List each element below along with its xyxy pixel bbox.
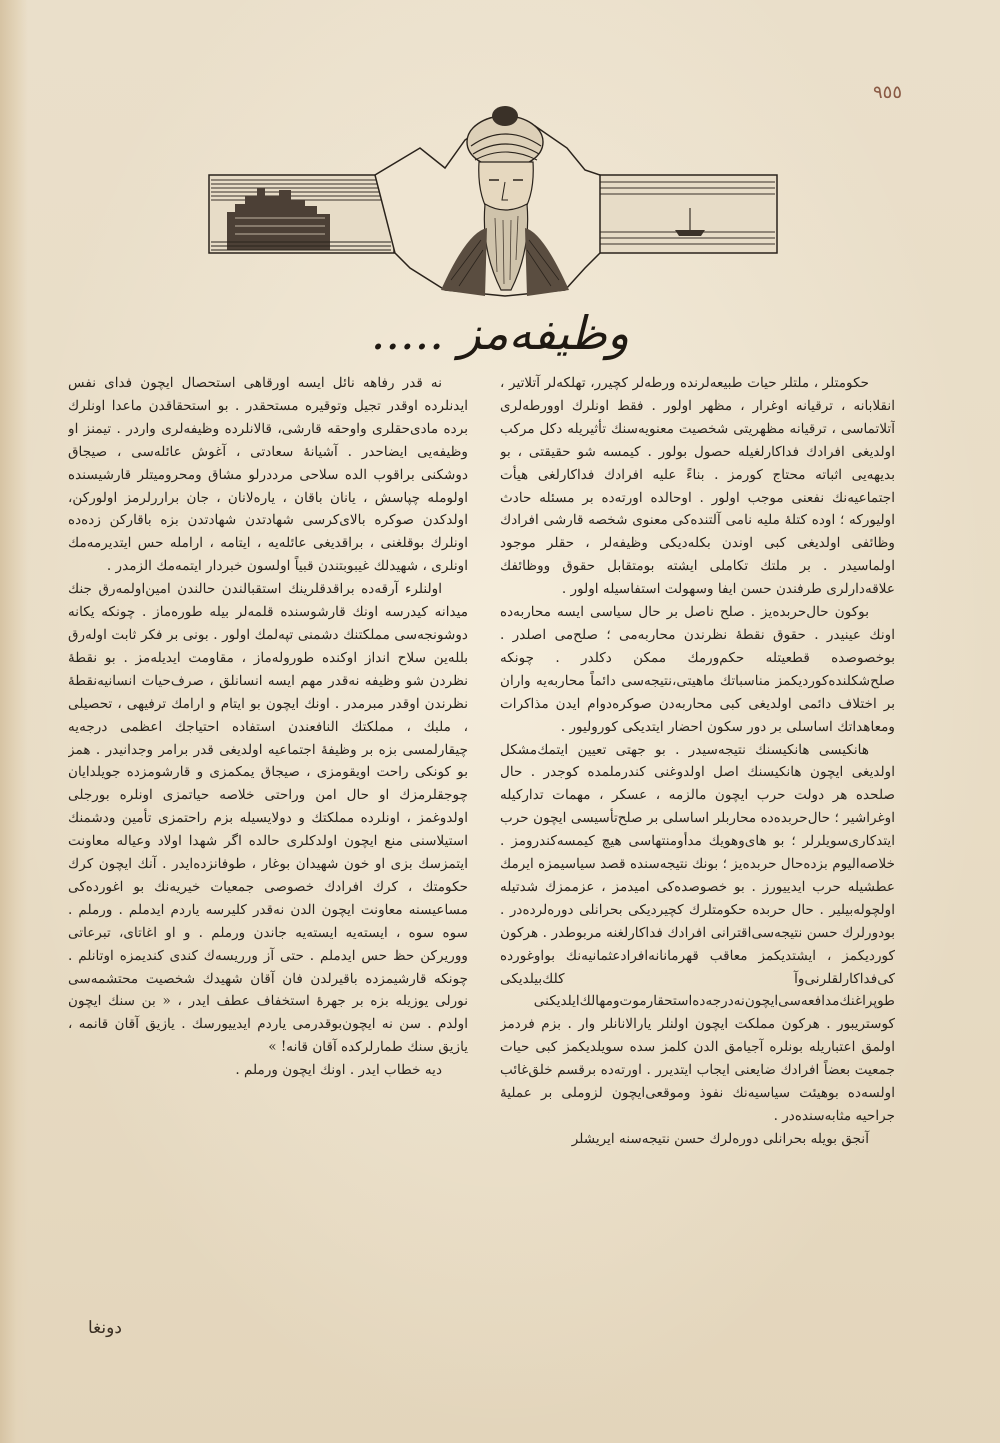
- left-column: [68, 372, 468, 1082]
- seascape-panel: [597, 175, 777, 253]
- paragraph: دیه خطاب ایدر . اونك ایچون ورملم .: [235, 1062, 442, 1079]
- paragraph: هانکیسی هانکیسنك نتیجه‌سیدر . بو جهتی تعیین ایتمك‌مشکل اولدیغی ایچون هانکیسنك اصل اولدوغنی کندرملمده کوجدر . حال صلحده هر دولت حرب ایچون مالزمه ، عسکر ، مهمات تدارکیله اوغراشیر ؛ حال‌حربده‌ده محاربلر اساسلی بر صلح‌تأسیسی ایچون حرب ایتدکاری‌سویلرلر ؛ بو های‌وهویك مدأومنتهاسی هیچ کیمسه‌کندرومز . خلاصه‌الیوم بزده‌حال حربده‌یز ؛ بونك نتیجه‌سنده قصد سیاسیمزه ایرمك عطشیله حرب ایدییورز . بو خصوصده‌کی امیدمز ، عزممزك شدتیله اولچوله‌بیلیر . حال حربده حکومتلرك کچیردیکی بحرانلی دوره‌لرده‌در . بودورلرك حسن نتیجه‌سی‌اقترانی افرادك فداکارلغنه مربوطدر . هرکون کوردیکمز ، ایشتدیکمز معاقب قهرمانانه‌افرادعثمانیه‌نك بواوغورده کی‌فداکارلقلرنی‌وآ کلك‌بیلدیکی طوپراغنك‌مدافعه‌سی‌ایچون‌نه‌درجه‌ده‌استحقارموت‌ومهالك‌ایلدیکنی کوستریبور . هرکون مملکت ایچون اولنلر یارالانانلر وار . بزم فردمز اولمق اعتباریله بونلره آجیامق الدن کلمز سده سویلدیکمز کبی حیات جمعیت بعضاً افرادك ضایعنی ایجاب ایتدیرر . اورته‌ده برقسم خلق‌غائب اولسه‌ده بوهیئت سیاسیه‌نك نفوذ وموقعی‌ایچون لزوملی بر عملیهٔ جراحیه مثابه‌سنده‌در .: [500, 741, 895, 1124]
- landscape-panel: [209, 175, 394, 253]
- paragraph: نه قدر رفاهه نائل ایسه اورقاهی استحصال ایچون فدای نفس ایدنلرده اوقدر تجیل وتوقیره مستحقدر . بو استحقاقدن ماعدا اونلرك برده مادی‌حقلری واوحقه قارشی، قالانلرده وظیفه‌لری واردر . تیمنز او وظیفه‌یی ایضاحدر . آشیانهٔ سعادتی ، آغوش عائله‌سی ، صیجاق دوشکنی براقوب الده سلاحی مرددرلو مشاق ومحرومیتلر قارشیسنده اولومله چپاسش ، یانان باقان ، یاره‌لانان ، جان براررلرمز اولوركن، اولدکدن صوکره بالای‌کرسی شهادتدن شهادتدن بزه باقارکن زده‌ده اونلرك بوقلغنی ، براقدیغی عائله‌یه ، ایتامه ، ارامله حس ایتدیرمه‌مك اونلری ، شهیدلك غیبوبتندن قبیاً اولسون خبردار ایتمه‌مك الزمدر .: [68, 375, 468, 575]
- page-number: ٩٥٥: [872, 82, 902, 103]
- right-column: [500, 372, 895, 1151]
- portrait-vignette: [205, 100, 785, 300]
- paragraph: بوکون حال‌حربده‌یز . صلح ناصل بر حال سیاسی ایسه محاربه‌ده اونك عینیدر . حقوق نقطهٔ نظرندن محاربه‌می ؛ صلح‌می اصلدر . بوخصوصده قطعیتله حکم‌ورمك ممکن دکلدر . چونکه صلح‌شکلنده‌کوردیکمز مناسباتك ماهیتی،نتیجه‌سی دائماً محاربه‌یه واران بر اختلاف دائمی اولدیغی کبی محاربه‌دن صوکره‌دوام ایدن مذاکرات ومعاهداتك اساسلی بر دور سکون احضار ایتدیکی کوروليور .: [500, 604, 895, 735]
- paragraph: آنجق بویله بحرانلی دوره‌لرك حسن نتیجه‌سنه ایریشلر: [571, 1130, 869, 1147]
- article-title: وظیفه‌مز .....: [370, 306, 630, 360]
- paragraph: اولنلرء آرقه‌ده براقدقلرینك استقبالندن حالندن امین‌اولمه‌رق جنك میدانه کیدرسه اونك قارشوسنده قلمه‌لر بیله طوره‌ماز . چونکه یکانه دوشونجه‌سی مملکتنك دشمنی تپه‌لمك اولور . بونی بر فکر ثابت اوله‌رق بلله‌ین سلاح انداز اوکنده طوروله‌ماز ، مقاومت ایدیله‌مز . بو نقطهٔ نظردن شو وظیفه نه‌قدر مهم ایسه انسانلق ، صرف‌حیات انسانیه‌نقطهٔ نظرندن اوقدر مبرمدر . اونك ایچون بو ایتام و ارامك ترفیهی ، تحصیلی ، ملبك ، مملکتك النافعندن استفاده احتیاجك اعظمی درجه‌یه چیقارلمسی بزه بر وظیفهٔ اجتماعیه اولدیغی قدر برامر وجدانیدر . همز بو کونکی راحت اویقومزی ، صیجاق یمکمزی و قارشومزده جویلدایان چوجقلرمزك او حال امن وراحتی خلاصه حیاتمزی اونلره بورجلی اولدوغمز ، اونلرده مملکتك و دولایسیله بزم راحتمزی تأمین ودشمنك استیلاسنی منع ایچون اولدکلری حالده اگر شهدا اولاد وعیاله معاونت ایتمزسك بزی او خون شهیدان بوغار ، طوفانزده‌ایدر . آنك ایچون کرك حکومتك ، کرك افرادك خصوصی جمعیات خیریه‌نك بو اغورده‌کی مساعیسنه معاونت ایچون الدن نه‌قدر کلیرسه یاردم ایدملم . ورملم . سوه سوه ، ایسته‌یه ایسته‌یه جاندن ورملم . و او اغاتای، تبرعاتی ووریرکن حظ حس ایدملم . حتی آز ورریسه‌ك کندی کندیمزه اوتانلم . چونکه قارشیمزده باقیرلدن فان آقان شهیدك شخصیت محتشمه‌سی نورلی یوزیله بزه بر جهرهٔ استخفاف عطف ایدر ، « بن سنك ایچون اولدم . سن نه ایچون‌بوقدرمی یاردم ایدییورسك . یازیق آقان قانمه ، یازیق سنك طمارلرکده آقان قانه! »: [68, 581, 468, 1056]
- page-fold-shadow: [0, 0, 28, 1443]
- paragraph: حکومتلر ، ملتلر حیات طبیعه‌لرنده ورطه‌لر کچیرر، تهلکه‌لر آتلاتیر ، انقلابانه ، ترقیانه اوغرار ، مظهر اولور . فقط اونلرك اوورطه‌لری آتلاتماسی ، ترقیانه مظهریتی شخصیت معنویه‌سنك تأثیریله دکل مرکب اولدیغی افرادك فداکارلغیله حصول بولور . کیمسه شو حقیقتی ، بو بدیهه‌یی اثباته محتاج کورمز . بناءً علیه افرادك فداکارلغی هیأت اجتماعیه‌نك نفعنی موجب اولور . اوحالده اورته‌ده بر مسئله حادث اولیورکه ؛ اوده کتلهٔ ملیه نامی آلتنده‌کی معنوی شخصه قارشی افرادك وظائفی اولدیغی کبی اوندن بکله‌دیکی وظیفه‌لر ، حقلر موجود اولماسیدر . بر ملتك تکاملی ایشته بومتقابل حقوق ووظائفك علاقه‌دارلری طرفندن حسن ایفا وسهولت استفاسیله اولور .: [500, 375, 895, 598]
- continued-label: دونغا: [88, 1318, 122, 1338]
